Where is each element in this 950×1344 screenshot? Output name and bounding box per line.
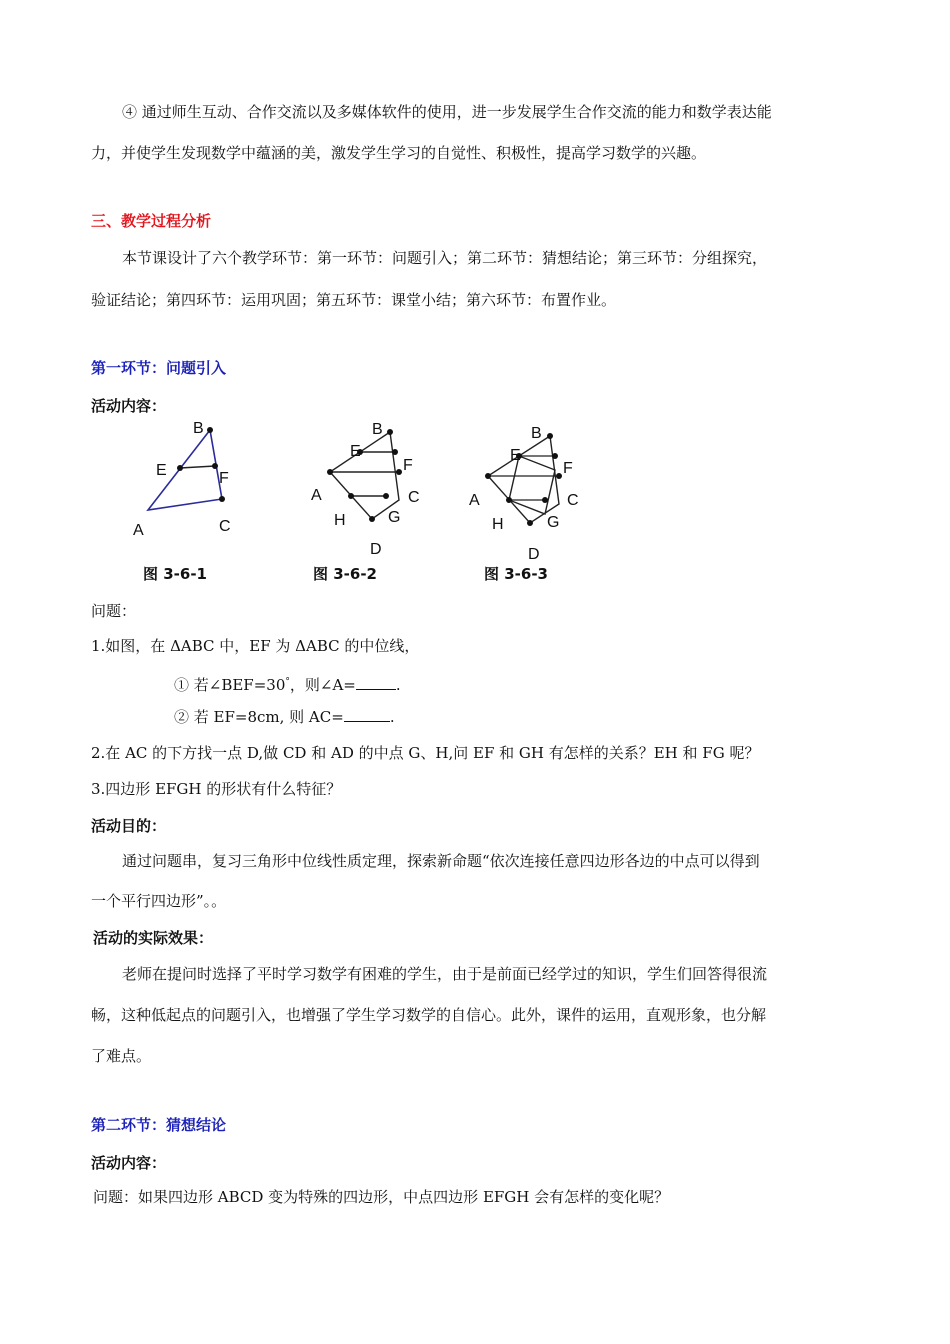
label-b: B bbox=[372, 421, 383, 438]
section3-line-2: 验证结论；第四环节：运用巩固；第五环节：课堂小结；第六环节：布置作业。 bbox=[91, 291, 617, 309]
answer-blank-angle-a bbox=[356, 675, 396, 690]
step2-question: 问题：如果四边形 ABCD 变为特殊的四边形，中点四边形 EFGH 会有怎样的变化呢？ bbox=[93, 1188, 670, 1206]
purpose-line-2: 一个平行四边形”。。 bbox=[91, 892, 227, 910]
label-g: G bbox=[547, 514, 560, 531]
question-1b: ② 若 EF=8cm, 则 AC= . bbox=[174, 708, 395, 726]
caption-fig-3-6-1: 图 3-6-1 bbox=[143, 565, 207, 583]
point-f bbox=[212, 463, 218, 469]
quadrilateral-abcd bbox=[330, 432, 399, 519]
label-e: E bbox=[350, 443, 361, 460]
label-c: C bbox=[219, 518, 231, 535]
figure-3-6-2 bbox=[311, 421, 420, 558]
label-b: B bbox=[193, 420, 204, 437]
figures-row bbox=[0, 410, 950, 590]
question-2: 2.在 AC 的下方找一点 D,做 CD 和 AD 的中点 G、H,问 EF 和 GH 有怎样的关系？EH 和 FG 呢？ bbox=[91, 744, 760, 762]
question-3: 3.四边形 EFGH 的形状有什么特征？ bbox=[91, 780, 342, 798]
label-c: C bbox=[567, 492, 579, 509]
label-c: C bbox=[408, 489, 420, 506]
point-b bbox=[207, 427, 213, 433]
intro-line-1: ④ 通过师生互动、合作交流以及多媒体软件的使用，进一步发展学生合作交流的能力和数学表达能 bbox=[122, 103, 772, 121]
effect-line-3: 了难点。 bbox=[91, 1047, 152, 1065]
question-1a: ① 若∠BEF=30°，则∠A= . bbox=[174, 676, 401, 694]
answer-blank-ac bbox=[344, 707, 390, 722]
questions-label: 问题： bbox=[91, 602, 137, 620]
label-a: A bbox=[311, 487, 322, 504]
label-b: B bbox=[531, 425, 542, 442]
point-e bbox=[177, 465, 183, 471]
section-heading-process: 三、教学过程分析 bbox=[91, 212, 212, 230]
step2-heading: 第二环节：猜想结论 bbox=[91, 1116, 227, 1134]
midline-ef bbox=[180, 466, 215, 468]
figure-3-6-3 bbox=[469, 425, 579, 563]
caption-fig-3-6-3: 图 3-6-3 bbox=[484, 565, 548, 583]
label-e: E bbox=[156, 462, 167, 479]
label-h: H bbox=[492, 516, 504, 533]
effect-label: 活动的实际效果： bbox=[93, 929, 214, 947]
label-a: A bbox=[133, 522, 144, 539]
label-f: F bbox=[403, 457, 413, 474]
caption-fig-3-6-2: 图 3-6-2 bbox=[313, 565, 377, 583]
label-h: H bbox=[334, 512, 346, 529]
label-d: D bbox=[370, 541, 382, 558]
label-a: A bbox=[469, 492, 480, 509]
figure-3-6-1 bbox=[133, 420, 231, 539]
label-e: E bbox=[510, 447, 521, 464]
label-g: G bbox=[388, 509, 401, 526]
section3-line-1: 本节课设计了六个教学环节：第一环节：问题引入；第二环节：猜想结论；第三环节：分组探究， bbox=[122, 249, 768, 267]
step1-activity-label: 活动内容： bbox=[91, 397, 167, 415]
purpose-line-1: 通过问题串，复习三角形中位线性质定理，探索新命题“依次连接任意四边形各边的中点可以得到 bbox=[122, 852, 760, 870]
midpoint-quadrilateral-efgh bbox=[509, 456, 555, 514]
effect-line-1: 老师在提问时选择了平时学习数学有困难的学生，由于是前面已经学过的知识，学生们回答得很流 bbox=[122, 965, 768, 983]
effect-line-2: 畅，这种低起点的问题引入，也增强了学生学习数学的自信心。此外，课件的运用，直观形象，也分解 bbox=[91, 1006, 767, 1024]
label-f: F bbox=[563, 460, 573, 477]
quadrilateral-abcd bbox=[488, 436, 559, 523]
step1-heading: 第一环节：问题引入 bbox=[91, 359, 227, 377]
step2-activity-label: 活动内容： bbox=[91, 1154, 167, 1172]
point-c bbox=[219, 496, 225, 502]
label-d: D bbox=[528, 546, 540, 563]
label-f: F bbox=[219, 470, 229, 487]
purpose-label: 活动目的： bbox=[91, 817, 167, 835]
intro-line-2: 力，并使学生发现数学中蕴涵的美，激发学生学习的自觉性、积极性，提高学习数学的兴趣。 bbox=[91, 144, 707, 162]
question-1: 1.如图，在 ΔABC 中，EF 为 ΔABC 的中位线， bbox=[91, 637, 420, 655]
